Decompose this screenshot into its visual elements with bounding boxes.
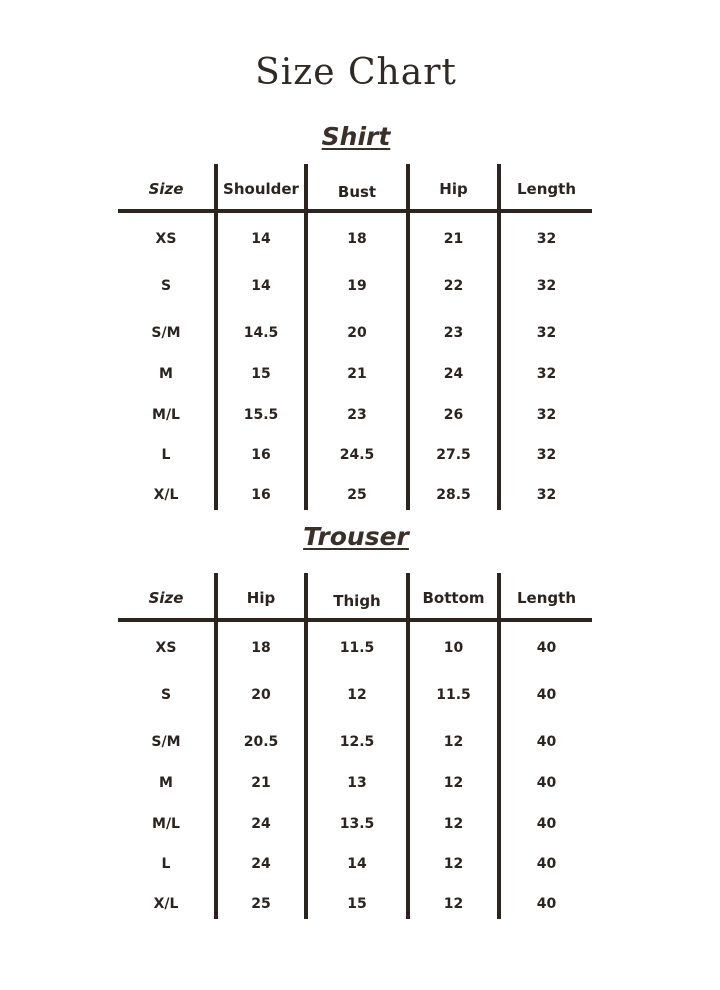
measurement-cell: 20.5 xyxy=(243,734,279,750)
size-label-cell: S xyxy=(160,687,172,703)
measurement-cell: 12 xyxy=(443,734,464,750)
size-label-cell: X/L xyxy=(153,896,179,912)
size-label-cell: L xyxy=(161,447,171,463)
measurement-cell: 32 xyxy=(536,325,557,341)
measurement-cell: 14.5 xyxy=(243,325,279,341)
measurement-cell: 15 xyxy=(251,366,271,382)
measurement-cell: 14 xyxy=(251,278,271,294)
measurement-cell: 13.5 xyxy=(339,816,375,832)
size-label-cell: S/M xyxy=(151,325,181,341)
column-header-hip: Hip xyxy=(246,589,276,607)
measurement-cell: 23 xyxy=(443,325,464,341)
measurement-cell: 32 xyxy=(536,407,557,423)
measurement-cell: 10 xyxy=(443,640,464,656)
size-label-cell: M xyxy=(159,775,173,791)
measurement-cell: 25 xyxy=(251,896,271,912)
shirt-size-table xyxy=(118,164,592,510)
column-header-length: Length xyxy=(517,589,576,607)
measurement-cell: 21 xyxy=(443,231,464,247)
column-header-size: Size xyxy=(148,589,184,607)
measurement-cell: 20 xyxy=(251,687,271,703)
measurement-cell: 40 xyxy=(536,896,557,912)
table-header-divider xyxy=(118,209,592,213)
measurement-cell: 12.5 xyxy=(339,734,375,750)
measurement-cell: 22 xyxy=(443,278,464,294)
size-label-cell: S/M xyxy=(151,734,181,750)
measurement-cell: 40 xyxy=(536,687,557,703)
measurement-cell: 16 xyxy=(251,487,271,503)
column-header-bottom: Bottom xyxy=(422,589,485,607)
measurement-cell: 14 xyxy=(347,856,367,872)
measurement-cell: 24 xyxy=(443,366,464,382)
measurement-cell: 20 xyxy=(347,325,367,341)
measurement-cell: 40 xyxy=(536,775,557,791)
measurement-cell: 32 xyxy=(536,447,557,463)
size-label-cell: XS xyxy=(155,640,177,656)
measurement-cell: 15 xyxy=(347,896,367,912)
column-header-bust: Bust xyxy=(337,183,377,201)
measurement-cell: 32 xyxy=(536,278,557,294)
measurement-cell: 13 xyxy=(347,775,367,791)
measurement-cell: 23 xyxy=(347,407,367,423)
measurement-cell: 25 xyxy=(347,487,367,503)
measurement-cell: 11.5 xyxy=(436,687,471,703)
measurement-cell: 12 xyxy=(443,816,464,832)
measurement-cell: 28.5 xyxy=(436,487,471,503)
table-header-divider xyxy=(118,618,592,622)
trouser-section-title: Trouser xyxy=(303,522,409,551)
measurement-cell: 27.5 xyxy=(436,447,471,463)
measurement-cell: 24.5 xyxy=(339,447,375,463)
measurement-cell: 32 xyxy=(536,487,557,503)
measurement-cell: 21 xyxy=(251,775,271,791)
column-header-hip: Hip xyxy=(439,180,468,198)
measurement-cell: 15.5 xyxy=(243,407,279,423)
measurement-cell: 32 xyxy=(536,366,557,382)
size-label-cell: L xyxy=(161,856,171,872)
measurement-cell: 11.5 xyxy=(339,640,375,656)
size-label-cell: XS xyxy=(155,231,177,247)
measurement-cell: 12 xyxy=(443,856,464,872)
size-label-cell: S xyxy=(160,278,172,294)
measurement-cell: 21 xyxy=(347,366,367,382)
measurement-cell: 14 xyxy=(251,231,271,247)
column-header-length: Length xyxy=(517,180,576,198)
size-label-cell: X/L xyxy=(153,487,179,503)
size-label-cell: M xyxy=(159,366,173,382)
measurement-cell: 26 xyxy=(443,407,464,423)
measurement-cell: 16 xyxy=(251,447,271,463)
measurement-cell: 40 xyxy=(536,856,557,872)
measurement-cell: 40 xyxy=(536,734,557,750)
trouser-size-table xyxy=(118,573,592,919)
size-label-cell: M/L xyxy=(152,407,180,423)
measurement-cell: 40 xyxy=(536,816,557,832)
column-header-size: Size xyxy=(148,180,184,198)
measurement-cell: 18 xyxy=(251,640,271,656)
measurement-cell: 18 xyxy=(347,231,367,247)
measurement-cell: 40 xyxy=(536,640,557,656)
measurement-cell: 12 xyxy=(443,775,464,791)
measurement-cell: 12 xyxy=(443,896,464,912)
measurement-cell: 24 xyxy=(251,816,271,832)
measurement-cell: 19 xyxy=(347,278,367,294)
measurement-cell: 24 xyxy=(251,856,271,872)
page-title: Size Chart xyxy=(255,52,457,93)
shirt-section-title: Shirt xyxy=(321,122,391,151)
size-label-cell: M/L xyxy=(152,816,180,832)
measurement-cell: 32 xyxy=(536,231,557,247)
column-header-shoulder: Shoulder xyxy=(223,180,299,198)
measurement-cell: 12 xyxy=(347,687,367,703)
column-header-thigh: Thigh xyxy=(333,592,381,610)
